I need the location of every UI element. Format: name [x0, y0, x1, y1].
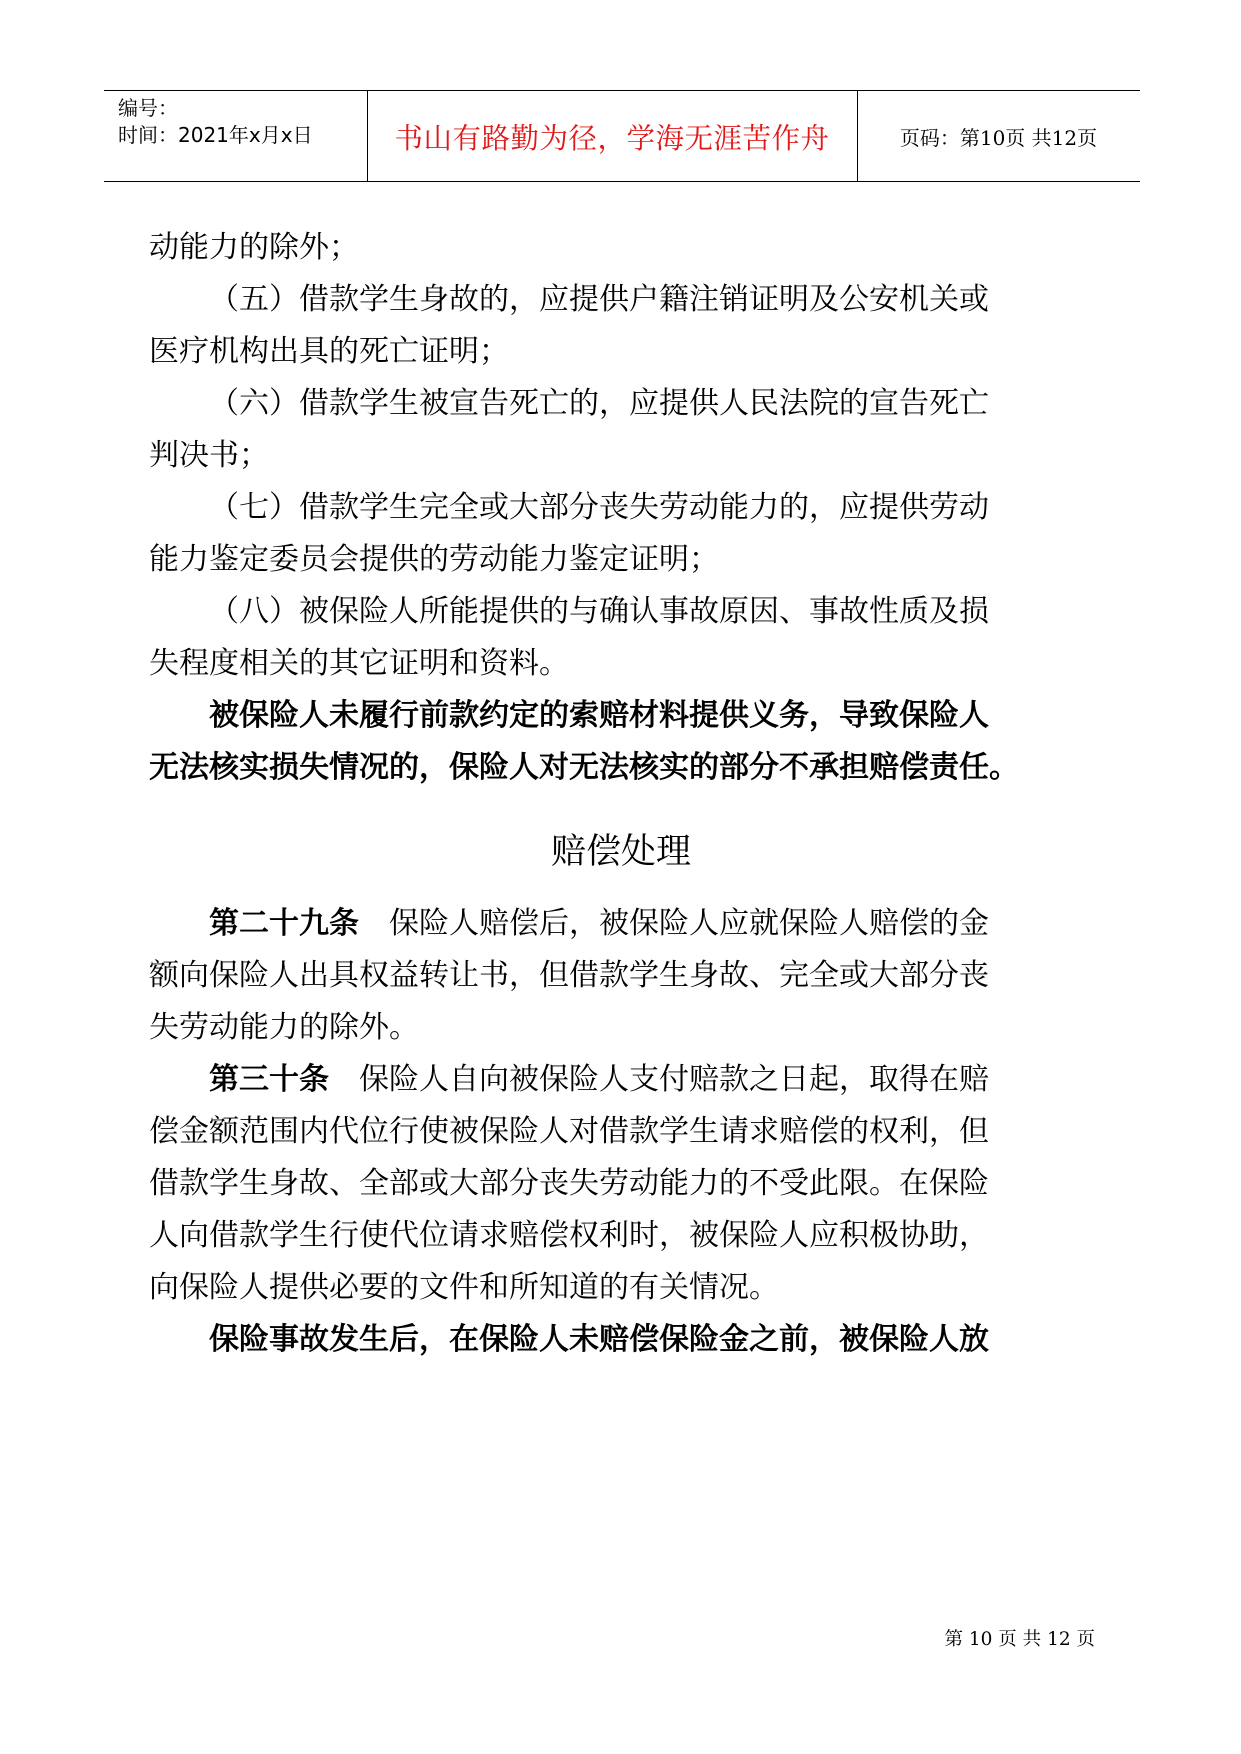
paragraph-line: 能力鉴定委员会提供的劳动能力鉴定证明； [149, 542, 719, 577]
paragraph-line: （六）借款学生被宣告死亡的，应提供人民法院的宣告死亡 [209, 386, 989, 421]
article-30-line: 人向借款学生行使代位请求赔偿权利时，被保险人应积极协助， [149, 1218, 989, 1253]
article-29-line [209, 904, 989, 944]
header-page-info: 页码：第10页 共12页 [899, 125, 1098, 150]
paragraph-line: 医疗机构出具的死亡证明； [149, 334, 509, 369]
paragraph-line-bold: 保险事故发生后，在保险人未赔偿保险金之前，被保险人放 [209, 1322, 989, 1357]
section-title: 赔偿处理 [550, 832, 691, 872]
header-motto: 书山有路勤为径，学海无涯苦作舟 [394, 121, 830, 155]
serial-label: 编号： [118, 96, 178, 120]
paragraph-line: （七）借款学生完全或大部分丧失劳动能力的，应提供劳动 [209, 490, 989, 525]
article-29-text: 保险人赔偿后，被保险人应就保险人赔偿的金 [389, 906, 989, 941]
paragraph-line: （八）被保险人所能提供的与确认事故原因、事故性质及损 [209, 594, 989, 629]
page-header [104, 90, 1140, 182]
article-29-label: 第二十九条 [209, 906, 359, 941]
paragraph-line: 动能力的除外； [149, 230, 359, 265]
article-30-line: 偿金额范围内代位行使被保险人对借款学生请求赔偿的权利，但 [149, 1114, 989, 1149]
article-29-line: 额向保险人出具权益转让书，但借款学生身故、完全或大部分丧 [149, 958, 989, 993]
page-footer: 第 10 页 共 12 页 [944, 1629, 1095, 1650]
paragraph-line-bold: 无法核实损失情况的，保险人对无法核实的部分不承担赔偿责任。 [149, 750, 1019, 785]
article-29-line: 失劳动能力的除外。 [149, 1010, 419, 1045]
article-30-line: 向保险人提供必要的文件和所知道的有关情况。 [149, 1270, 779, 1305]
article-30-label: 第三十条 [209, 1062, 329, 1097]
paragraph-line: 失程度相关的其它证明和资料。 [149, 646, 569, 681]
paragraph-line: 判决书； [149, 438, 269, 473]
article-30-text: 保险人自向被保险人支付赔款之日起，取得在赔 [359, 1062, 989, 1097]
article-30-line [209, 1060, 989, 1100]
paragraph-line-bold: 被保险人未履行前款约定的索赔材料提供义务，导致保险人 [209, 698, 989, 733]
time-label: 时间：2021年x月x日 [118, 123, 313, 147]
paragraph-line: （五）借款学生身故的，应提供户籍注销证明及公安机关或 [209, 282, 989, 317]
article-30-line: 借款学生身故、全部或大部分丧失劳动能力的不受此限。在保险 [149, 1166, 989, 1201]
header-meta [118, 95, 313, 149]
